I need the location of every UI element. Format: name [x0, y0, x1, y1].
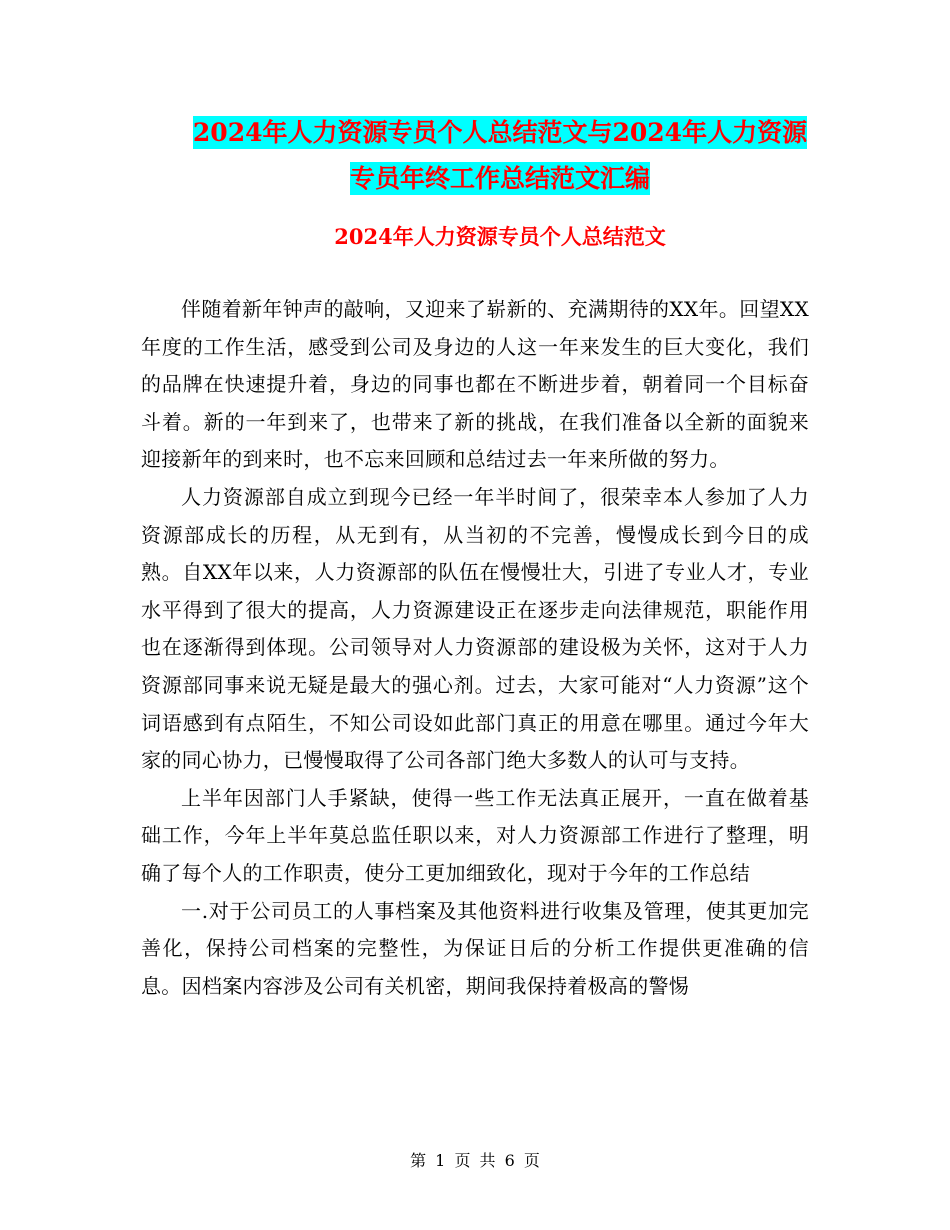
document-title	[140, 110, 860, 202]
document-body	[141, 291, 809, 1005]
page-footer: 第 1 页 共 6 页	[410, 1151, 540, 1170]
title-line-1: 2024年人力资源专员个人总结范文与2024年人力资源	[192, 118, 808, 147]
section-title: 2024年人力资源专员个人总结范文	[334, 224, 666, 249]
paragraph: 上半年因部门人手紧缺，使得一些工作无法真正展开，一直在做着基础工作，今年上半年莫总监任职以来，对人力资源部工作进行了整理，明确了每个人的工作职责，使分工更加细致化，现对于今年的工作总结	[141, 785, 809, 885]
title-line-2: 专员年终工作总结范文汇编	[349, 164, 650, 193]
paragraph: 人力资源部自成立到现今已经一年半时间了，很荣幸本人参加了人力资源部成长的历程，从无到有，从当初的不完善，慢慢成长到今日的成熟。自XX年以来，人力资源部的队伍在慢慢壮大，引进了专业人才，专业水平得到了很大的提高，人力资源建设正在逐步走向法律规范，职能作用也在逐渐得到体现。公司领导对人力资源部的建设极为关怀，这对于人力资源部同事来说无疑是最大的强心剂。过去，大家可能对“人力资源”这个词语感到有点陌生，不知公司设如此部门真正的用意在哪里。通过今年大家的同心协力，已慢慢取得了公司各部门绝大多数人的认可与支持。	[141, 484, 809, 773]
paragraph: 伴随着新年钟声的敲响，又迎来了崭新的、充满期待的XX年。回望XX年度的工作生活，感受到公司及身边的人这一年来发生的巨大变化，我们的品牌在快速提升着，身边的同事也都在不断进步着，朝着同一个目标奋斗着。新的一年到来了，也带来了新的挑战，在我们准备以全新的面貌来迎接新年的到来时，也不忘来回顾和总结过去一年来所做的努力。	[141, 297, 809, 472]
paragraph: 一.对于公司员工的人事档案及其他资料进行收集及管理，使其更加完善化，保持公司档案的完整性，为保证日后的分析工作提供更准确的信息。因档案内容涉及公司有关机密，期间我保持着极高的警惕	[141, 898, 809, 998]
